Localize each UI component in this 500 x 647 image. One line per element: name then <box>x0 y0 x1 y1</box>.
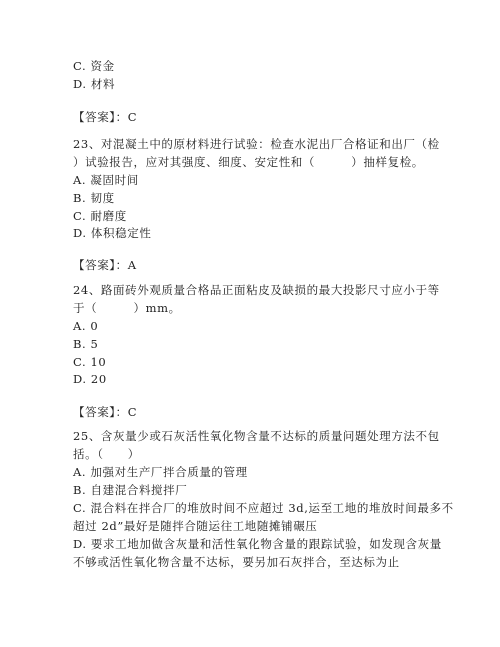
q25-option-a: A. 加强对生产厂拌合质量的管理 <box>73 465 248 479</box>
q24-option-b: B. 5 <box>73 337 99 351</box>
question-24-stem-cont: 于（ ）mm。 <box>73 301 181 315</box>
question-25-stem-cont: 括。（ ） <box>73 447 140 461</box>
option-c: C. 资金 <box>73 59 115 73</box>
question-23-stem-cont: ）试验报告，应对其强度、细度、安定性和（ ）抽样复检。 <box>73 155 424 169</box>
q23-answer: 【答案】：A <box>73 258 137 272</box>
q25-option-c: C. 混合料在拌合厂的堆放时间不应超过 3d,运至工地的堆放时间最多不 <box>73 501 454 515</box>
q24-option-a: A. 0 <box>73 319 99 333</box>
q23-option-a: A. 凝固时间 <box>73 173 139 187</box>
q25-option-d: D. 要求工地加做含灰量和活性氧化物含量的跟踪试验，如发现含灰量 <box>73 537 442 551</box>
q25-option-d-cont: 不够或活性氧化物含量不达标，要另加石灰拌合，至达标为止 <box>73 555 400 569</box>
q24-answer: 【答案】：C <box>73 405 138 419</box>
question-23-stem: 23、对混凝土中的原材料进行试验：检查水泥出厂合格证和出厂（检 <box>73 137 440 151</box>
answer-label: 【答案】：C <box>73 110 138 124</box>
q25-option-c-cont: 超过 2d”最好是随拌合随运往工地随摊铺碾压 <box>73 519 318 533</box>
question-25-stem: 25、含灰量少或石灰活性氧化物含量不达标的质量问题处理方法不包 <box>73 429 440 443</box>
question-24-stem: 24、路面砖外观质量合格品正面粘皮及缺损的最大投影尺寸应小于等 <box>73 283 440 297</box>
q25-option-b: B. 自建混合料搅拌厂 <box>73 483 188 497</box>
q23-option-b: B. 韧度 <box>73 191 115 205</box>
q24-option-c: C. 10 <box>73 355 107 369</box>
q23-option-c: C. 耐磨度 <box>73 209 127 223</box>
option-d: D. 材料 <box>73 77 116 91</box>
q24-option-d: D. 20 <box>73 372 107 386</box>
q23-option-d: D. 体积稳定性 <box>73 226 152 240</box>
